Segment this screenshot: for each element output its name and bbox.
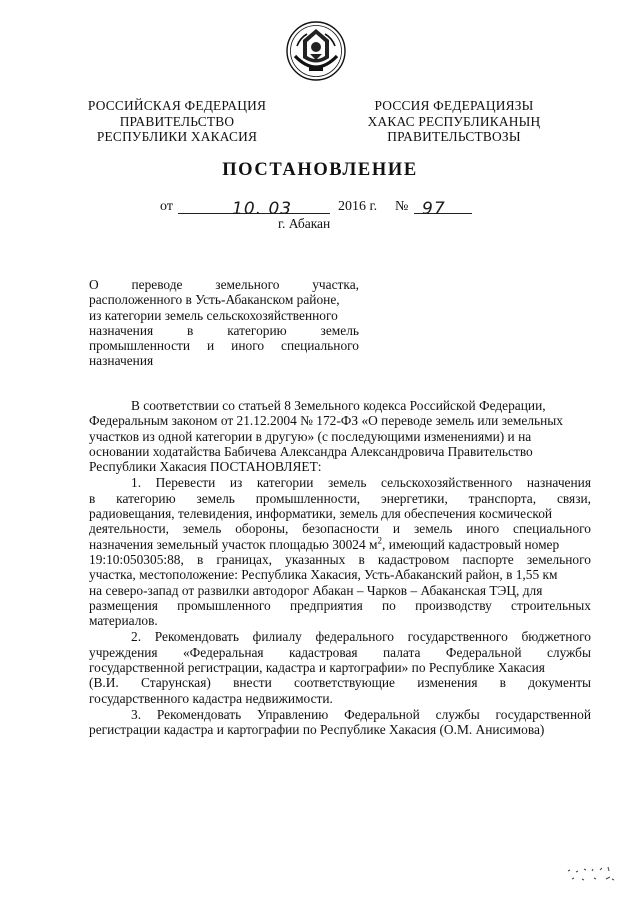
area-superscript: 2 [377,535,383,546]
body-line: на северо-запад от развилки автодорог Абакан – Чарков – Абаканская ТЭЦ, для [89,582,543,598]
subject-line: О переводе земельного участка, [89,277,359,292]
item-2-paragraph [89,629,591,705]
body-line: в категорию земель промышленности, энергетики, транспорта, связи, [89,490,591,506]
subject-line: расположенного в Усть-Абаканском районе, [89,292,340,308]
body-line: участка, местоположение: Республика Хакасия, Усть-Абаканский район, в 1,55 км [89,567,558,583]
header-right-line-3: ПРАВИТЕЛЬСТВОЗЫ [387,129,521,144]
body-line: (В.И. Старунская) внести соответствующие изменения в документы [89,675,591,691]
header-left-line-1: РОССИЙСКАЯ ФЕДЕРАЦИЯ [87,98,267,113]
intro-paragraph [89,398,591,474]
header-right-line-2: ХАКАС РЕСПУБЛИКАНЫҢ [367,113,541,129]
subject-line: назначения в категорию земель [89,322,359,338]
subject-block [89,277,359,369]
document-body [89,398,591,739]
body-line: Федеральным законом от 21.12.2004 № 172-ФЗ «О переводе земель или земельных [89,413,563,429]
subject-line: назначения [89,353,154,369]
header-left-line-3: РЕСПУБЛИКИ ХАКАСИЯ [96,129,258,144]
cadastral-text: , имеющий кадастровый номер [382,536,560,552]
header-right-block [362,98,546,145]
item-1-paragraph [89,475,591,628]
subject-line: из категории земель сельскохозяйственного [89,307,338,323]
body-line: государственной регистрации, кадастра и картографии» по Республике Хакасия [89,660,545,676]
body-line: 3. Рекомендовать Управлению Федеральной службы государственной [131,706,591,722]
coat-of-arms-emblem [285,20,347,82]
body-line: радиовещания, телевидения, информатики, земель для обеспечения космической [89,506,553,522]
subject-line: промышленности и иного специального [89,338,359,354]
number-handwritten: 97 [422,199,446,219]
body-line: 19:10:050305:88, в границах, указанных в кадастровом паспорте земельного [89,551,591,567]
body-line: 2. Рекомендовать филиалу федерального государственного бюджетного [131,629,591,645]
body-line: участков из одной категории в другую» (с последующими изменениями) и на [89,428,532,444]
date-from-label: от [160,199,173,214]
item-3-paragraph [89,707,591,738]
body-line: основании ходатайства Бабичева Александра Александровича Правительство [89,443,533,459]
body-line: деятельности, земель обороны, безопасности и земель иного специального [89,521,591,537]
body-line: размещения промышленного предприятия по производству строительных [89,597,591,613]
city-name: г. Абакан [278,216,331,231]
date-handwritten: 10. 03 [232,199,293,219]
body-line: В соответствии со статьей 8 Земельного кодекса Российской Федерации, [131,398,546,413]
year-text: 2016 г. [338,199,378,214]
body-line [89,537,591,552]
signature-scribble [566,857,616,883]
header-left-block [82,98,272,145]
body-line: регистрации кадастра и картографии по Республике Хакасия (О.М. Анисимова) [89,722,545,738]
body-line: государственного кадастра недвижимости. [89,690,333,706]
date-number-line [160,196,480,219]
body-line: материалов. [89,613,158,629]
body-line: 1. Перевести из категории земель сельскохозяйственного назначения [131,475,591,491]
header-right-line-1: РОССИЯ ФЕДЕРАЦИЯЗЫ [374,98,534,113]
header-left-line-2: ПРАВИТЕЛЬСТВО [119,113,235,129]
document-title: ПОСТАНОВЛЕНИЕ [222,160,418,180]
number-label: № [395,199,409,214]
area-text: назначения земельный участок площадью 30024 м [89,536,378,552]
body-line: Республики Хакасия ПОСТАНОВЛЯЕТ: [89,459,322,475]
body-line: учреждения «Федеральная кадастровая палата Федеральной службы [89,644,591,660]
